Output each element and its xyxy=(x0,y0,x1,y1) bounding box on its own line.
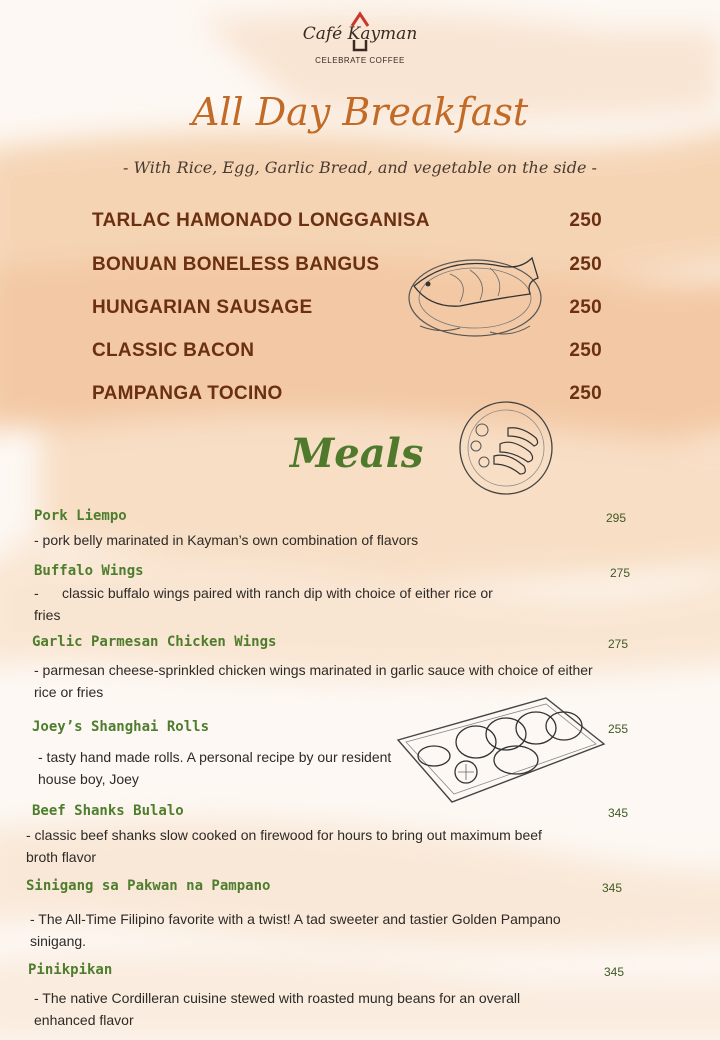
meal-description: - classic beef shanks slow cooked on firewood for hours to bring out maximum beef broth flavor xyxy=(26,827,542,865)
breakfast-title: All Day Breakfast xyxy=(191,90,529,134)
meal-price: 345 xyxy=(604,965,625,979)
meal-price: 295 xyxy=(606,511,627,525)
meal-description: - tasty hand made rolls. A personal recipe by our resident house boy, Joey xyxy=(38,749,392,787)
meal-name: Joey’s Shanghai Rolls xyxy=(32,719,210,735)
meal-price: 345 xyxy=(602,881,623,895)
brand-name: Café Kayman xyxy=(302,24,418,44)
meal-description: - The native Cordilleran cuisine stewed with roasted mung beans for an overall enhanced flavor xyxy=(34,990,521,1028)
meal-name: Beef Shanks Bulalo xyxy=(32,803,184,819)
breakfast-item-name: BONUAN BONELESS BANGUS xyxy=(92,254,380,275)
breakfast-item-price: 250 xyxy=(569,383,602,404)
meal-description: - classic buffalo wings paired with ranch dip with choice of either rice or fries xyxy=(34,585,497,623)
breakfast-item-name: PAMPANGA TOCINO xyxy=(92,383,283,404)
meal-name: Pinikpikan xyxy=(28,962,113,978)
meals-title: Meals xyxy=(290,430,424,477)
cafe-logo xyxy=(290,6,430,68)
meal-description: - The All-Time Filipino favorite with a twist! A tad sweeter and tastier Golden Pampano sinigang. xyxy=(30,911,561,949)
breakfast-item-price: 250 xyxy=(569,340,602,361)
meal-name: Pork Liempo xyxy=(34,508,127,524)
breakfast-subtitle: - With Rice, Egg, Garlic Bread, and vegetable on the side - xyxy=(123,158,597,177)
meal-name: Sinigang sa Pakwan na Pampano xyxy=(26,878,271,894)
brand-tagline: CELEBRATE COFFEE xyxy=(315,56,405,65)
sausage-plate-sketch-icon xyxy=(452,400,562,496)
breakfast-item-price: 250 xyxy=(569,254,602,275)
fish-sketch-icon xyxy=(400,236,550,346)
breakfast-item-name: TARLAC HAMONADO LONGGANISA xyxy=(92,210,430,231)
meal-description: - pork belly marinated in Kayman’s own combination of flavors xyxy=(34,532,419,548)
breakfast-item-name: CLASSIC BACON xyxy=(92,340,255,361)
meal-name: Buffalo Wings xyxy=(34,563,144,579)
meal-price: 255 xyxy=(608,722,629,736)
meal-price: 345 xyxy=(608,806,629,820)
breakfast-item xyxy=(92,210,612,238)
meal-price: 275 xyxy=(610,566,631,580)
meal-name: Garlic Parmesan Chicken Wings xyxy=(32,634,277,650)
chicken-wings-sketch-icon xyxy=(396,690,606,810)
meal-price: 275 xyxy=(608,637,629,651)
breakfast-item-price: 250 xyxy=(569,210,602,231)
breakfast-item-name: HUNGARIAN SAUSAGE xyxy=(92,297,313,318)
meal-description: - parmesan cheese-sprinkled chicken wings marinated in garlic sauce with choice of either rice or fries xyxy=(34,662,593,700)
breakfast-item-price: 250 xyxy=(569,297,602,318)
